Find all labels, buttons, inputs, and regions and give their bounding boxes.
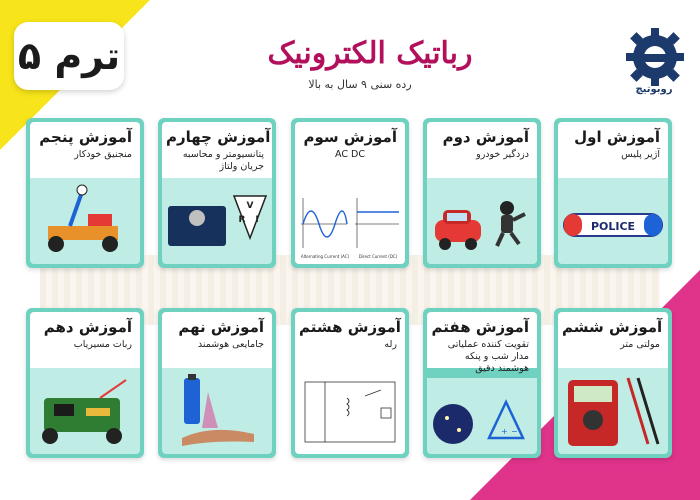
lesson-card-5[interactable] — [26, 118, 144, 268]
current-letter: I — [255, 215, 259, 225]
lesson-topic: جامایعی هوشمند — [197, 339, 264, 350]
lesson-card-6[interactable] — [554, 308, 672, 458]
line-follower-robot-image — [30, 368, 140, 454]
potentiometer-image — [162, 178, 272, 264]
police-label: POLICE — [590, 220, 636, 233]
gear-logo-icon — [624, 26, 686, 88]
lesson-card-1[interactable] — [554, 118, 672, 268]
lesson-card-10[interactable] — [26, 308, 144, 458]
relay-circuit-image — [295, 368, 405, 454]
lesson-title: آموزش هشتم — [299, 318, 401, 336]
svg-text:+: + — [501, 427, 508, 436]
lesson-card-9[interactable] — [158, 308, 276, 458]
lesson-topic: AC DC — [335, 149, 365, 160]
ac-label: Alternating Current (AC) — [300, 254, 350, 259]
lesson-title: آموزش ششم — [562, 318, 663, 336]
lesson-title: آموزش اول — [574, 128, 660, 146]
lesson-card-8[interactable] — [291, 308, 409, 458]
lesson-card-2[interactable] — [423, 118, 541, 268]
lesson-topic: ربات مسیریاب — [73, 339, 132, 350]
lesson-topic: مولتی متر — [620, 339, 660, 350]
multimeter-image — [558, 368, 668, 454]
age-range: رده سنی ۹ سال به بالا — [308, 78, 412, 91]
lesson-title: آموزش دوم — [442, 128, 529, 146]
svg-text:−: − — [511, 427, 518, 436]
ac-dc-graph-image — [295, 178, 405, 264]
resistance-letter: R — [238, 215, 246, 225]
lesson-card-3[interactable] — [291, 118, 409, 268]
car-alarm-image — [427, 178, 537, 264]
lesson-card-4[interactable] — [158, 118, 276, 268]
lesson-title: آموزش دهم — [43, 318, 132, 336]
police-siren-image — [558, 178, 668, 264]
lesson-title: آموزش هفتم — [431, 318, 529, 336]
lesson-card-7[interactable] — [423, 308, 541, 458]
term-badge — [14, 22, 124, 90]
term-label: ترم ۵ — [17, 34, 121, 78]
lesson-topic: دزدگیر خودرو — [476, 149, 529, 160]
lesson-topic: تقویت کننده عملیاتی مدار شب و پنکه هوشمند دقیق — [447, 339, 529, 374]
voltage-letter: V — [246, 201, 254, 211]
logo-text: روبوتیچ — [635, 84, 673, 95]
lesson-title: آموزش چهارم — [166, 128, 271, 146]
page-title: رباتیک الکترونیک — [267, 36, 473, 71]
smart-soap-dispenser-image — [162, 368, 272, 454]
lesson-topic: پتانسیومتر و محاسبه جریان ولتاژ — [182, 149, 264, 172]
lesson-topic: منجنیق خودکار — [74, 149, 132, 160]
lesson-topic: آژیر پلیس — [621, 149, 660, 160]
lesson-title: آموزش نهم — [178, 318, 264, 336]
lesson-title: آموزش پنجم — [39, 128, 132, 146]
lesson-topic: رله — [384, 339, 397, 350]
catapult-robot-image — [30, 178, 140, 264]
dc-label: Direct Current (DC) — [358, 254, 398, 259]
op-amp-image — [427, 378, 537, 454]
lesson-title: آموزش سوم — [303, 128, 397, 146]
